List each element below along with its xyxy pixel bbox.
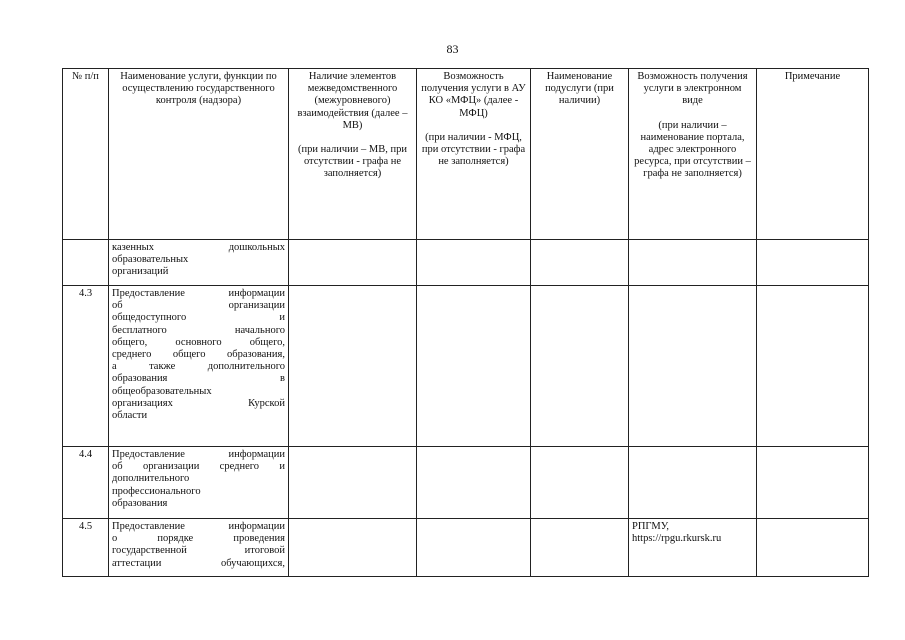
service-name-line: общедоступного и (112, 312, 285, 324)
service-name-line: а также дополнительного (112, 361, 285, 373)
subservice-cell (531, 447, 629, 519)
row-number-cell: 4.5 (63, 519, 109, 577)
service-name-line: об организации среднего и (112, 461, 285, 473)
service-name-line: о порядке проведения (112, 533, 285, 545)
service-name-line: общеобразовательных (112, 385, 212, 397)
services-table (62, 68, 869, 577)
note-cell (757, 286, 869, 447)
table-row (63, 240, 869, 286)
electronic-portal-cell (629, 240, 757, 286)
header-electronic-main: Возможность получения услуги в электронном виде (637, 71, 748, 107)
table-row (63, 286, 869, 447)
header-interaction-note: (при наличии – МВ, при отсутствии - графа не заполняется) (298, 144, 407, 180)
subservice-cell (531, 286, 629, 447)
service-name-line: среднего общего образования, (112, 349, 285, 361)
service-name-line: организациях Курской (112, 397, 285, 409)
header-service-name: Наименование услуги, функции по осуществлению государственного контроля (надзора) (109, 69, 289, 240)
service-name-line: государственной итоговой (112, 545, 285, 557)
service-name-line: общего, основного общего, (112, 336, 285, 348)
mfc-cell (417, 519, 531, 577)
interaction-cell (289, 519, 417, 577)
page-number: 83 (446, 42, 459, 56)
row-number-cell: 4.3 (63, 286, 109, 447)
electronic-portal-cell: РПГМУ, https://rpgu.rkursk.ru (629, 519, 757, 577)
header-interaction-main: Наличие элементов межведомственного (межуровневого) взаимодействия (далее – МВ) (297, 71, 408, 131)
subservice-cell (531, 519, 629, 577)
service-name-line: об организации (112, 300, 285, 312)
electronic-portal-cell (629, 286, 757, 447)
header-electronic (629, 69, 757, 240)
header-mfc-main: Возможность получения услуги в АУ КО «МФЦ» (далее - МФЦ) (421, 71, 526, 119)
electronic-portal-cell (629, 447, 757, 519)
note-cell (757, 519, 869, 577)
service-name-line: казенных дошкольных (112, 242, 285, 253)
subservice-cell (531, 240, 629, 286)
service-name-line: образования (112, 497, 168, 509)
header-note: Примечание (757, 69, 869, 240)
service-name-line: профессионального (112, 485, 201, 497)
mfc-cell (417, 240, 531, 286)
header-interaction (289, 69, 417, 240)
interaction-cell (289, 286, 417, 447)
row-number-cell: 4.4 (63, 447, 109, 519)
table-row (63, 447, 869, 519)
mfc-cell (417, 447, 531, 519)
service-name-line: бесплатного начального (112, 324, 285, 336)
service-name-line: аттестации обучающихся, (112, 557, 285, 569)
service-name-line: Предоставление информации (112, 449, 285, 460)
table-row (63, 519, 869, 577)
table-header-row (63, 69, 869, 240)
service-name-line: образования в (112, 373, 285, 385)
header-electronic-note: (при наличии – наименование портала, адрес электронного ресурса, при отсутствии – графа не заполняется) (634, 119, 751, 180)
note-cell (757, 240, 869, 286)
service-name-line: дополнительного (112, 473, 190, 485)
header-subservice: Наименование подуслуги (при наличии) (531, 69, 629, 240)
service-name-line: области (112, 410, 148, 422)
header-mfc-note: (при наличии - МФЦ, при отсутствии - графа не заполняется) (421, 131, 526, 168)
note-cell (757, 447, 869, 519)
interaction-cell (289, 240, 417, 286)
service-name-cell (109, 286, 289, 447)
service-name-cell (109, 519, 289, 577)
service-name-cell (109, 447, 289, 519)
row-number-cell (63, 240, 109, 286)
header-mfc (417, 69, 531, 240)
header-num: № п/п (63, 69, 109, 240)
interaction-cell (289, 447, 417, 519)
service-name-cell (109, 240, 289, 286)
service-name-line: организаций (112, 266, 169, 278)
service-name-line: Предоставление информации (112, 521, 285, 532)
service-name-line: образовательных (112, 254, 189, 266)
mfc-cell (417, 286, 531, 447)
service-name-line: Предоставление информации (112, 288, 285, 299)
